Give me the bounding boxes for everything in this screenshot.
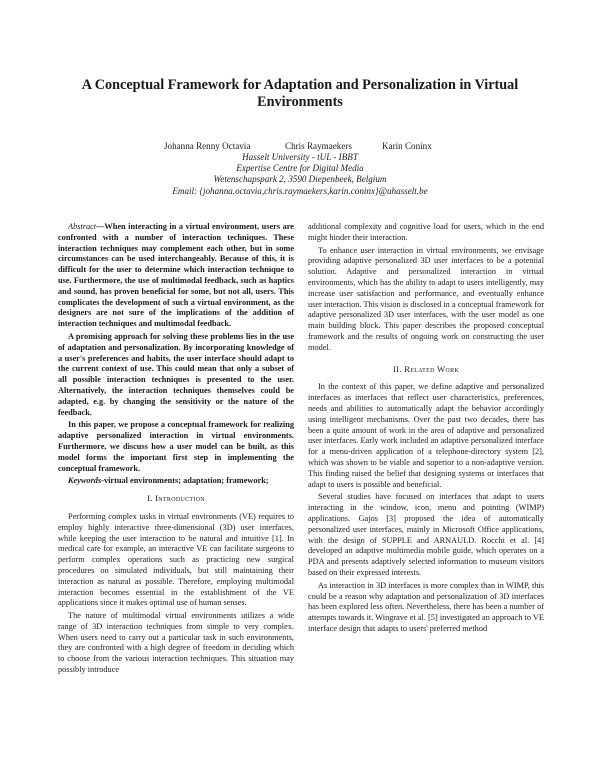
body-paragraph: As interaction in 3D interfaces is more complex than in WIMP, this could be a reason why adaptation and personalization of 3D interfaces has been explored less often. Nevertheless, there has been a number of attempts towards it. Wingrave et al. [5] investigated an approach to VE interface design that adapts to users' preferred method (308, 580, 544, 633)
section-title: Related Work (404, 363, 459, 374)
affiliation-line: Hasselt University - tUL - IBBT (242, 152, 358, 162)
body-paragraph: Several studies have focused on interfaces that adapt to users interacting in the window, icon, menu and pointing (WIMP) applications. Gajos [3] proposed the idea of automatically personalized user interfaces, mainly in Microsoft Office applications, with the design of SUPPLE and ARNAULD. Rocchi et al. [4] developed an adaptive multimedia mobile guide, which operates on a PDA and presents adaptively selected information to museum visitors based on their expressed interests. (308, 492, 544, 577)
body-paragraph: Performing complex tasks in virtual environments (VE) requires to employ highly interactive three-dimensional (3D) user interfaces, while keeping the user interaction to be natural and intuitive [1]. In medical care for example, an interactive VE can facilitate surgeons to perform complex operations such as practicing new surgical procedures on simulated individuals, but still maintaining their interaction as natural as possible. Therefore, employing multimodal interaction becomes essential in the establishment of the VE applications since it makes optimal use of human senses. (58, 511, 294, 608)
section-number: II. (393, 363, 402, 374)
body-paragraph: additional complexity and cognitive load for users, which in the end might hinder their interaction. (308, 222, 544, 242)
section-title: Introduction (155, 493, 205, 504)
section-heading (308, 364, 544, 375)
abstract (58, 222, 294, 474)
affiliation-line: Wetenschapspark 2, 3590 Diepenbeek, Belgium (213, 174, 387, 184)
section-heading (58, 493, 294, 504)
abstract-paragraph: A promising approach for solving these problems lies in the use of adaptation and personalization. By incorporating knowledge of a user's preferences and habits, the user interface should adapt to the current context of use. This could mean that only a subset of all possible interaction techniques is presented to the user. Alternatively, the interaction techniques themselves could be adapted, e.g. by changing the sensitivity or the nature of the feedback. (58, 331, 294, 417)
author-name: Chris Raymaekers (285, 141, 352, 151)
affiliation-email: Email: {johanna.octavia,chris.raymaekers,karin.coninx}@uhasselt.be (172, 186, 428, 196)
body-paragraph: The nature of multimodal virtual environments utilizes a wide range of 3D interaction techniques from simple to very complex. When users need to carry out a particular task in such environments, they are confronted with a high degree of freedom in deciding which to choose from the various interaction techniques. This situation may possibly introduce (58, 611, 294, 675)
abstract-label: Abstract (68, 222, 97, 231)
keywords (58, 476, 294, 487)
keywords-text: -virtual environments; adaptation; framework; (101, 476, 269, 486)
section-number: I. (147, 493, 153, 504)
abstract-paragraph: —When interacting in a virtual environment, users are confronted with a number of interaction techniques. These interaction techniques may complement each other, but in some circumstances can be used interchangeably. Because of this, it is difficult for the user to determine which interaction technique to use. Furthermore, the use of multimodal feedback, such as haptics and sound, has proven beneficial for some, but not all, users. This complicates the development of such a virtual environment, as the designers are not sure of the implications of the addition of interaction techniques and multimodal feedback. (58, 222, 294, 329)
keywords-label: Keywords (68, 476, 102, 486)
affiliation-line: Expertise Centre for Digital Media (236, 163, 364, 173)
left-column (58, 222, 294, 678)
author-name: Karin Coninx (382, 141, 432, 151)
right-column (308, 222, 544, 637)
body-paragraph: To enhance user interaction in virtual environments, we envisage providing adaptive personalized 3D user interfaces to be a potential solution. Adaptive and personalized interaction in virtual environments, which has the ability to adapt to users intelligently, may increase user satisfaction and performance, and eventually enhance user interaction. This vision is disclosed in a conceptual framework for adaptive personalized 3D user interfaces, with the user model as one main building block. This paper describes the proposed conceptual framework and the results of ongoing work on constructing the user model. (308, 245, 544, 352)
author-name: Johanna Renny Octavia (164, 141, 251, 151)
paper-title: A Conceptual Framework for Adaptation and Personalization in Virtual Environments (81, 77, 519, 110)
body-paragraph: In the context of this paper, we define adaptive and personalized interfaces as interfaces that reflect user characteristics, preferences, needs and abilities to automatically adapt the behavior accordingly using intelligent mechanisms. Over the past two decades, there has been a quite amount of work in the area of adaptive and personalized user interfaces. Early work included an adaptive personalized interface for a menu-driven application of a telephone-directory system [2], which was shown to be viable and superior to a non-adaptive version. This finding raised the belief that designing systems or interfaces that adapt to users is possible and beneficial. (308, 382, 544, 489)
abstract-paragraph: In this paper, we propose a conceptual framework for realizing adaptive personalized interaction in virtual environments. Furthermore, we discuss how a user model can be built, as this model forms the important first step in implementing the conceptual framework. (58, 420, 294, 473)
